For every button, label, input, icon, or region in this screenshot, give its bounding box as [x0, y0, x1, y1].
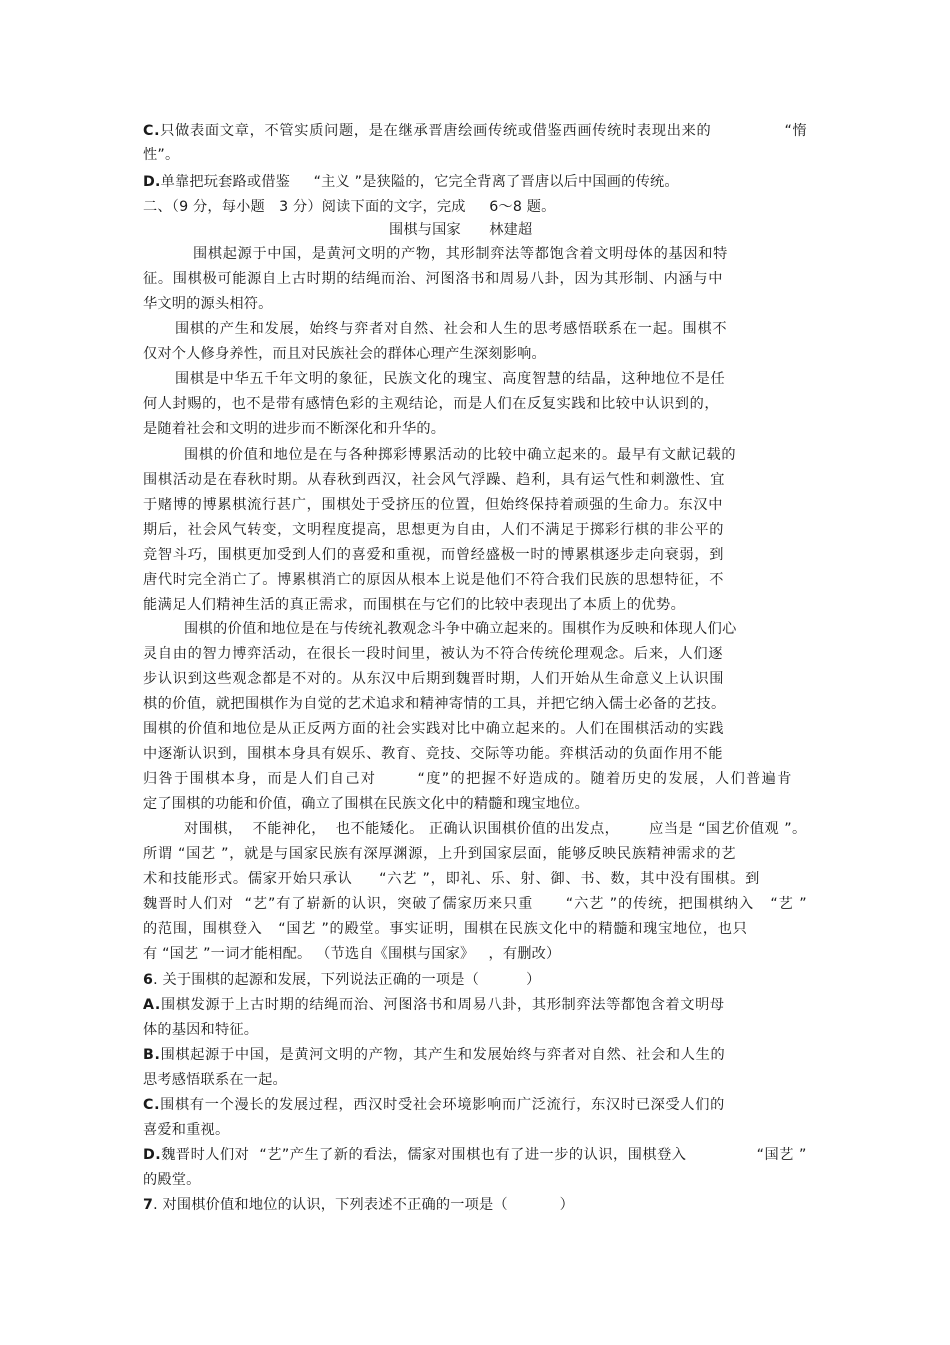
- text-line: [143, 471, 725, 489]
- line-text: 唐代时完全消亡了。博累棋消亡的原因从根本上说是他们不符合我们民族的思想特征，不: [143, 572, 725, 588]
- line-text: 喜爱和重视。: [143, 1122, 230, 1138]
- text-line: [143, 571, 724, 589]
- line-text: 围棋的价值和地位是在与传统礼教观念斗争中确立起来的。围棋作为反映和体现人们心: [184, 621, 737, 637]
- text-line: [184, 820, 807, 838]
- text-line: [184, 446, 736, 464]
- line-text: 华文明的源头相符。: [143, 296, 273, 312]
- text-line: [143, 295, 273, 313]
- line-text: 魏晋时人们对 “艺”产生了新的看法，儒家对围棋也有了进一步的认识，围棋登入 “国艺 ”: [161, 1147, 807, 1163]
- line-text: 围棋与国家 林建超: [389, 222, 533, 238]
- text-line: [143, 645, 723, 663]
- item-label: B.: [143, 1047, 161, 1063]
- text-line: [143, 1071, 287, 1089]
- text-line: [143, 546, 724, 564]
- line-text: 围棋发源于上古时期的结绳而治、河图洛书和周易八卦，其形制弈法等都饱含着文明母: [160, 997, 725, 1013]
- line-text: 只做表面文章，不管实质问题，是在继承晋唐绘画传统或借鉴西画传统时表现出来的 “惰: [160, 123, 808, 139]
- line-text: 的范围，围棋登入 “国艺 ”的殿堂。事实证明，围棋在民族文化中的精髓和瑰宝地位，也只: [143, 921, 748, 937]
- text-line: [143, 198, 556, 216]
- text-line: [143, 596, 685, 614]
- text-line: [143, 1046, 725, 1064]
- text-line: [143, 1021, 258, 1039]
- line-text: 围棋的价值和地位是从正反两方面的社会实践对比中确立起来的。人们在围棋活动的实践: [143, 721, 725, 737]
- line-text: 单靠把玩套路或借鉴 “主义 ”是狭隘的，它完全背离了晋唐以后中国画的传统。: [160, 174, 679, 190]
- text-line: [143, 845, 736, 863]
- text-line: [175, 370, 725, 388]
- line-text: 征。围棋极可能源自上古时期的结绳而治、河图洛书和周易八卦，因为其形制、内涵与中: [143, 271, 724, 287]
- line-text: 何人封赐的，也不是带有感情色彩的主观结论，而是人们在反复实践和比较中认识到的，: [143, 396, 720, 412]
- text-line: [143, 695, 726, 713]
- item-label: D.: [143, 1147, 162, 1163]
- text-line: [143, 720, 724, 738]
- line-text: 的殿堂。: [143, 1172, 201, 1188]
- text-line: [143, 1171, 201, 1189]
- text-line: [143, 173, 679, 191]
- line-text: 围棋起源于中国，是黄河文明的产物，其产生和发展始终与弈者对自然、社会和人生的: [160, 1047, 726, 1063]
- text-line: [143, 270, 723, 288]
- line-text: 性”。: [143, 147, 180, 163]
- text-line: [143, 996, 725, 1014]
- text-line: [143, 770, 793, 788]
- text-line: [143, 420, 445, 438]
- text-line: [143, 122, 807, 140]
- line-text: 是随着社会和文明的进步而不断深化和升华的。: [143, 421, 446, 437]
- line-text: 于赌博的博累棋流行甚广，围棋处于受挤压的位置，但始终保持着顽强的生命力。东汉中: [143, 497, 724, 513]
- line-text: . 对围棋价值和地位的认识，下列表述不正确的一项是（ ）: [153, 1197, 574, 1213]
- text-line: [143, 670, 724, 688]
- text-line: [143, 745, 723, 763]
- item-label: C.: [143, 123, 161, 139]
- line-text: 能满足人们精神生活的真正需求，而围棋在与它们的比较中表现出了本质上的优势。: [143, 597, 686, 613]
- line-text: . 关于围棋的起源和发展，下列说法正确的一项是（ ）: [153, 972, 541, 988]
- text-line: [143, 1146, 807, 1164]
- line-text: 体的基因和特征。: [143, 1022, 259, 1038]
- item-label: 7: [143, 1197, 154, 1213]
- line-text: 定了围棋的功能和价值，确立了围棋在民族文化中的精髓和瑰宝地位。: [143, 796, 590, 812]
- line-text: 仅对个人修身养性，而且对民族社会的群体心理产生深刻影响。: [143, 346, 546, 362]
- line-text: 竞智斗巧，围棋更加受到人们的喜爱和重视，而曾经盛极一时的博累棋逐步走向衰弱，到: [143, 547, 725, 563]
- line-text: 对围棋， 不能神化， 也不能矮化。 正确认识围棋价值的出发点， 应当是 “国艺价值观 ”。: [184, 821, 807, 837]
- text-line: [143, 795, 589, 813]
- item-label: C.: [143, 1097, 161, 1113]
- line-text: 归咎于围棋本身，而是人们自己对 “度”的把握不好造成的。随着历史的发展，人们普遍肯: [143, 771, 793, 787]
- text-line: [143, 395, 719, 413]
- item-label: 6: [143, 972, 154, 988]
- text-line: [143, 345, 546, 363]
- text-line: [175, 320, 727, 338]
- text-line: [193, 245, 728, 263]
- line-text: 有 “国艺 ”一词才能相配。 （节选自《围棋与国家》 ，有删改）: [143, 946, 561, 962]
- text-line: [143, 1196, 574, 1214]
- line-text: 术和技能形式。儒家开始只承认 “六艺 ”，即礼、乐、射、御、书、数，其中没有围棋。到: [143, 871, 761, 887]
- text-line: [143, 920, 748, 938]
- item-label: D.: [143, 174, 161, 190]
- text-line: [143, 521, 724, 539]
- line-text: 围棋的产生和发展，始终与弈者对自然、社会和人生的思考感悟联系在一起。围棋不: [175, 321, 728, 337]
- line-text: 中逐渐认识到，围棋本身具有娱乐、教育、竞技、交际等功能。弈棋活动的负面作用不能: [143, 746, 724, 762]
- text-line: [143, 945, 560, 963]
- text-line: [143, 146, 179, 164]
- text-line: [143, 1096, 725, 1114]
- line-text: 魏晋时人们对 “艺”有了崭新的认识，突破了儒家历来只重 “六艺 ”的传统，把围棋纳入 “艺 ”: [143, 896, 808, 912]
- line-text: 围棋活动是在春秋时期。从春秋到西汉，社会风气浮躁、趋利，具有运气性和刺激性、宜: [143, 472, 726, 488]
- item-label: A.: [143, 997, 161, 1013]
- text-line: [143, 971, 541, 989]
- text-line: [389, 221, 532, 239]
- line-text: 棋的价值，就把围棋作为自觉的艺术追求和精神寄情的工具，并把它纳入儒士必备的艺技。: [143, 696, 726, 712]
- line-text: 围棋的价值和地位是在与各种掷彩博累活动的比较中确立起来的。最早有文献记载的: [184, 447, 737, 463]
- text-line: [143, 496, 723, 514]
- line-text: 二、（9 分，每小题 3 分）阅读下面的文字，完成 6～8 题。: [143, 199, 556, 215]
- line-text: 步认识到这些观念都是不对的。从东汉中后期到魏晋时期，人们开始从生命意义上认识围: [143, 671, 725, 687]
- text-line: [143, 870, 760, 888]
- line-text: 围棋起源于中国，是黄河文明的产物，其形制弈法等都饱含着文明母体的基因和特: [193, 246, 728, 262]
- text-line: [143, 1121, 229, 1139]
- line-text: 灵自由的智力博弈活动，在很长一段时间里，被认为不符合传统伦理观念。后来，人们逐: [143, 646, 724, 662]
- line-text: 围棋是中华五千年文明的象征，民族文化的瑰宝、高度智慧的结晶，这种地位不是任: [175, 371, 726, 387]
- line-text: 思考感悟联系在一起。: [143, 1072, 287, 1088]
- text-line: [143, 895, 807, 913]
- line-text: 期后，社会风气转变，文明程度提高，思想更为自由，人们不满足于掷彩行棋的非公平的: [143, 522, 725, 538]
- text-line: [184, 620, 737, 638]
- line-text: 围棋有一个漫长的发展过程，西汉时受社会环境影响而广泛流行，东汉时已深受人们的: [160, 1097, 725, 1113]
- line-text: 所谓 “国艺 ”，就是与国家民族有深厚渊源，上升到国家层面，能够反映民族精神需求的艺: [143, 846, 737, 862]
